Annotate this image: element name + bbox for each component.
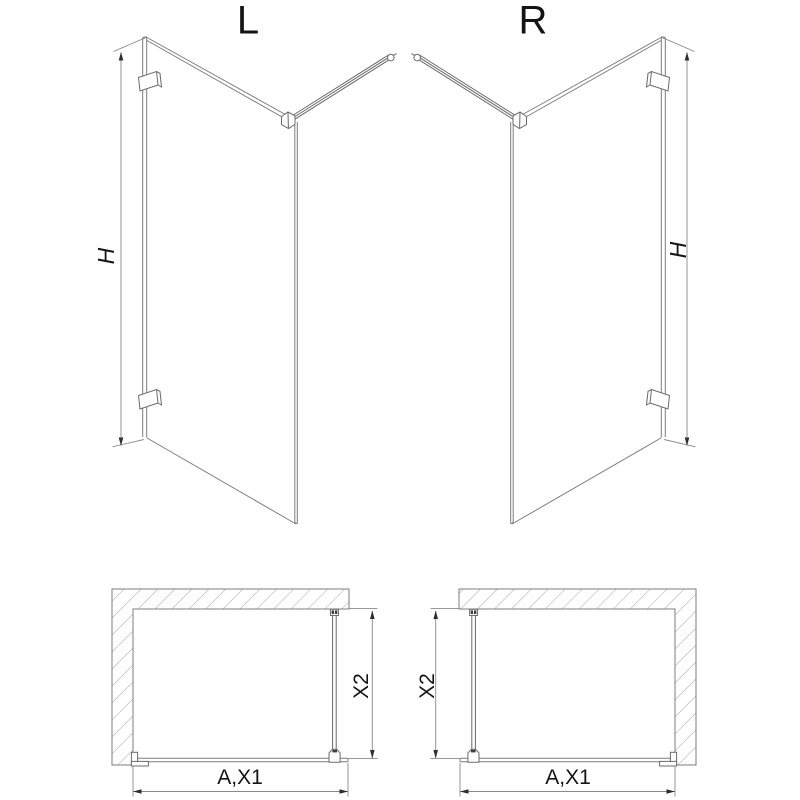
height-dimension-label-right: H: [665, 241, 691, 259]
plan-drawing-right: [416, 589, 696, 797]
perspective-drawing-left: [93, 0, 396, 524]
wall-section-left-plan: [112, 589, 349, 765]
depth-dimension-label-left: X2: [350, 673, 373, 699]
variant-label-left: L: [236, 0, 260, 43]
glass-panel-right-geometry: [412, 37, 696, 524]
perspective-drawing-right: [412, 0, 696, 524]
variant-label-right: R: [518, 0, 548, 43]
height-dimension-label-left: H: [93, 247, 119, 265]
width-dimension-label-right: A,X1: [545, 766, 591, 789]
depth-dimension-label-right: X2: [416, 673, 439, 699]
glass-panel-left-geometry: [113, 37, 397, 524]
plan-drawing-left: [112, 589, 378, 797]
width-dimension-label-left: A,X1: [217, 766, 263, 789]
wall-section-right-plan: [459, 589, 696, 765]
